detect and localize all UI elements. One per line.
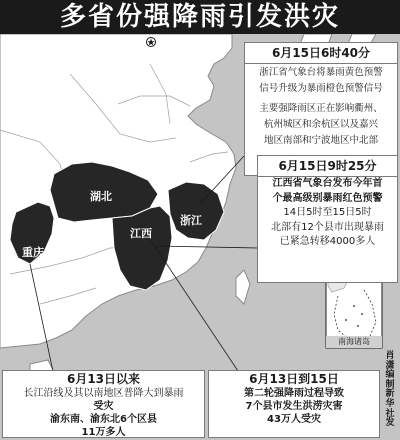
callout-zhejiang-line2: 信号升级为暴雨橙色预警信号: [259, 83, 383, 94]
callout-jiangxi-line1: 江西省气象台发布今年首: [272, 178, 383, 189]
callout-second-round: [208, 370, 380, 438]
page-title: 多省份强降雨引发洪灾: [0, 0, 400, 34]
callout-zhejiang-date: 6月15日6时40分: [245, 43, 397, 64]
callout-second-round-date: 6月13日到15日: [249, 372, 339, 386]
callout-jiangxi-line5: 已紧急转移4000多人: [279, 236, 376, 247]
callout-chongqing-hubei-line1: 长江沿线及其以南地区普降大到暴雨: [23, 388, 184, 399]
inset-label: 南海诸岛: [338, 337, 370, 346]
label-jiangxi: 江西: [130, 227, 152, 240]
label-hubei: 湖北: [90, 190, 112, 203]
beijing-marker: [147, 38, 156, 47]
callout-jiangxi-line4: 北部有12个县市出现暴雨: [271, 221, 384, 233]
callout-zhejiang-line1: 浙江省气象台将暴雨黄色预警: [259, 67, 383, 78]
callout-zhejiang-line4: 杭州城区和余杭区以及嘉兴: [263, 119, 378, 130]
callout-chongqing-hubei-line2: 受灾: [93, 401, 114, 412]
callout-chongqing-hubei-line3: 渝东南、渝东北6个区县: [50, 414, 157, 425]
callout-chongqing-hubei-line4: 11万多人: [81, 427, 126, 438]
callout-second-round-line1: 第二轮强降雨过程导致: [244, 388, 344, 399]
callout-jiangxi-date: 6月15日9时25分: [258, 156, 397, 177]
callout-second-round-line3: 43万人受灾: [267, 414, 321, 425]
callout-zhejiang-line3: 主要强降雨区正在影响衢州、: [259, 103, 383, 114]
callout-chongqing-hubei: [2, 370, 205, 438]
label-chongqing: 重庆: [22, 246, 44, 259]
callout-jiangxi-line2: 个最高级别暴雨红色预警: [272, 192, 383, 204]
credit-text: 肖潇编制新华社发: [385, 351, 395, 429]
callout-zhejiang-line5: 地区南部和宁波地区中北部: [263, 135, 378, 146]
callout-jiangxi-line3: 14日5时至15日5时: [283, 207, 372, 218]
callout-second-round-line2: 7个县市发生洪涝灾害: [245, 401, 343, 412]
label-zhejiang: 浙江: [180, 214, 202, 227]
callout-chongqing-hubei-date: 6月13日以来: [66, 372, 141, 386]
callout-jiangxi: [257, 155, 398, 283]
